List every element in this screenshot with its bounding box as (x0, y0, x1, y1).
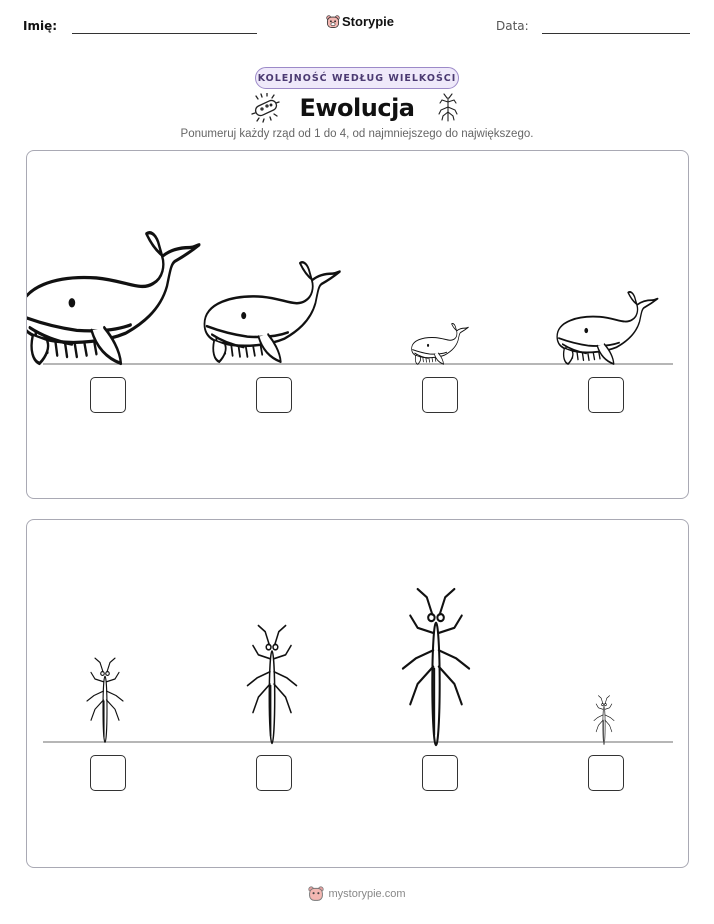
date-label: Data: (496, 19, 529, 33)
answer-box[interactable] (256, 377, 292, 413)
bear-mascot-icon (308, 886, 324, 902)
answer-box[interactable] (90, 377, 126, 413)
stick-insect-small (87, 658, 123, 742)
whale-smallest (412, 324, 469, 365)
title-row (0, 92, 714, 124)
brand-logo (326, 14, 394, 29)
page-title: Ewolucja (299, 94, 415, 122)
date-field[interactable] (542, 33, 690, 34)
category-badge-text: KOLEJNOŚĆ WEDŁUG WIELKOŚCI (257, 72, 457, 84)
answer-box[interactable] (588, 377, 624, 413)
whale-row-panel (26, 150, 689, 499)
footer-url[interactable]: mystorypie.com (328, 888, 406, 900)
answer-box[interactable] (90, 755, 126, 791)
footer (0, 886, 714, 902)
bacterium-icon (251, 93, 281, 123)
category-badge (255, 67, 459, 89)
brand-name: Storypie (342, 14, 395, 29)
stick-insect-row-panel (26, 519, 689, 868)
answer-box[interactable] (422, 755, 458, 791)
stick-insect-smallest (594, 696, 614, 745)
stick-insect-icon (433, 93, 463, 123)
stick-insect-medium (248, 626, 297, 744)
answer-box[interactable] (422, 377, 458, 413)
name-field[interactable] (72, 33, 257, 34)
answer-box[interactable] (588, 755, 624, 791)
whale-largest (27, 233, 199, 364)
answer-box[interactable] (256, 755, 292, 791)
stick-insect-largest (403, 589, 469, 745)
whale-medium (557, 292, 658, 364)
bear-mascot-icon (326, 15, 340, 29)
whale-large (204, 262, 339, 361)
instructions: Ponumeruj każdy rząd od 1 do 4, od najmniejszego do największego. (180, 128, 534, 140)
name-label: Imię: (23, 19, 58, 33)
